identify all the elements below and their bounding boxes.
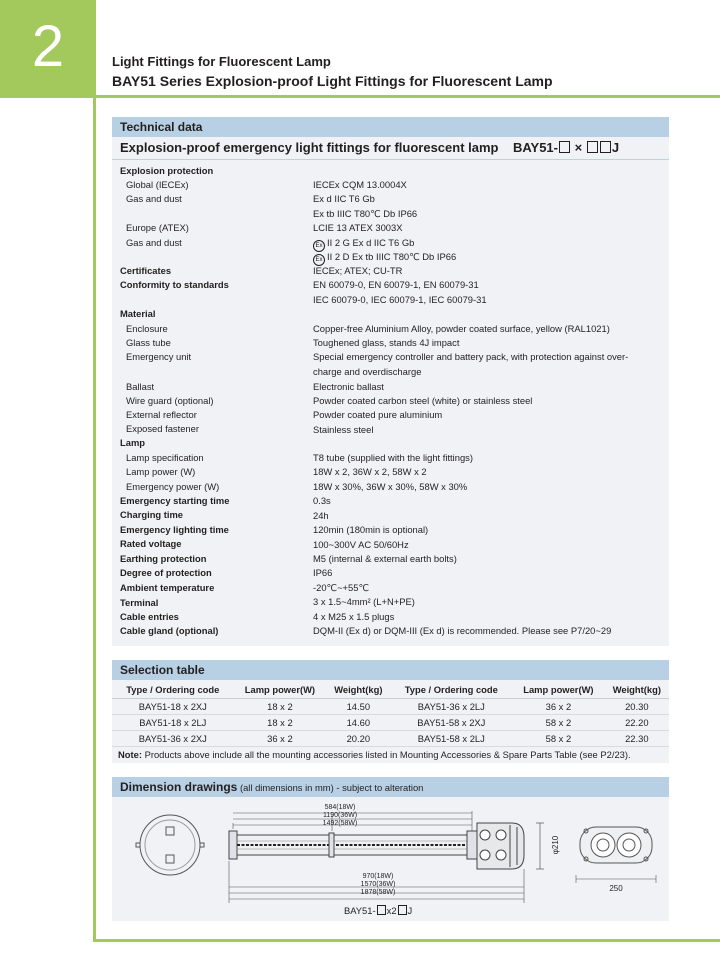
label-glass-tube: Glass tube <box>126 337 171 348</box>
table-cell: BAY51-18 x 2XJ <box>112 699 234 715</box>
value-ballast: Electronic ballast <box>313 381 384 392</box>
end-view-right <box>576 827 656 883</box>
tube-body <box>229 831 477 859</box>
ex-mark-icon: Ex <box>313 240 325 252</box>
value-earthing: M5 (internal & external earth bolts) <box>313 553 457 564</box>
table-cell: 14.60 <box>326 715 390 731</box>
value-exposed-fastener: Stainless steel <box>313 424 374 435</box>
label-wire-guard: Wire guard (optional) <box>126 395 214 406</box>
table-row <box>112 715 669 731</box>
checkbox-box-icon <box>377 905 386 915</box>
label-ballast: Ballast <box>126 381 155 392</box>
label-degree: Degree of protection <box>120 567 212 578</box>
table-cell: BAY51-58 x 2XJ <box>390 715 512 731</box>
section-tab <box>0 0 96 98</box>
value-glass-tube: Toughened glass, stands 4J impact <box>313 337 460 348</box>
column-header: Lamp power(W) <box>234 680 327 699</box>
label-charging-time: Charging time <box>120 509 184 520</box>
table-cell: 58 x 2 <box>512 731 605 747</box>
bottom-rule <box>93 939 720 942</box>
table-cell: 14.50 <box>326 699 390 715</box>
table-row <box>112 731 669 747</box>
model-prefix: BAY51- <box>512 140 558 155</box>
value-enclosure: Copper-free Aluminium Alloy, powder coated surface, yellow (RAL1021) <box>313 323 610 334</box>
ex-mark-icon: Ex <box>313 254 325 266</box>
value-rated-voltage: 100~300V AC 50/60Hz <box>313 539 409 550</box>
label-terminal: Terminal <box>120 597 159 608</box>
label-gas-dust-2: Gas and dust <box>126 237 182 248</box>
value-atex-d: Ex II 2 D Ex tb IIIC T80℃ Db IP66 <box>313 251 456 266</box>
table-header-row <box>112 680 669 699</box>
checkbox-box-icon <box>398 905 407 915</box>
table-cell: 36 x 2 <box>512 699 605 715</box>
dimension-drawings-panel <box>112 777 669 921</box>
value-emergency-unit-1: Special emergency controller and battery pack, with protection against over- <box>313 351 629 362</box>
dimension-drawing <box>112 797 669 921</box>
width-dim-label: 250 <box>609 884 623 893</box>
checkbox-box-icon <box>587 141 598 153</box>
page-subtitle: BAY51 Series Explosion-proof Light Fittings for Fluorescent Lamp <box>112 73 553 89</box>
table-cell: 22.30 <box>605 731 669 747</box>
table-cell: 20.20 <box>326 731 390 747</box>
value-degree: IP66 <box>313 567 333 578</box>
selection-table <box>112 680 669 747</box>
header-rule <box>96 95 720 98</box>
label-emergency-power: Emergency power (W) <box>126 481 220 492</box>
bottom-dim-labels: 970(18W) 1570(36W) 1878(58W) <box>360 873 396 896</box>
dimension-bar: Dimension drawings (all dimensions in mm) - subject to alteration <box>112 777 669 797</box>
label-cable-gland: Cable gland (optional) <box>120 625 219 636</box>
height-dim-line <box>536 823 544 869</box>
value-extb: Ex tb IIIC T80℃ Db IP66 <box>313 208 418 219</box>
value-emergency-starting: 0.3s <box>313 495 331 506</box>
label-emergency-unit: Emergency unit <box>126 351 192 362</box>
table-cell: 18 x 2 <box>234 715 327 731</box>
column-header: Type / Ordering code <box>112 680 234 699</box>
label-enclosure: Enclosure <box>126 323 168 334</box>
technical-heading <box>112 137 669 160</box>
table-cell: BAY51-36 x 2LJ <box>390 699 512 715</box>
label-gas-dust-1: Gas and dust <box>126 193 182 204</box>
page-title: Light Fittings for Fluorescent Lamp <box>112 54 331 69</box>
checkbox-box-icon <box>559 141 570 153</box>
label-emergency-lighting: Emergency lighting time <box>120 524 229 535</box>
value-charging-time: 24h <box>313 510 329 521</box>
label-explosion-protection: Explosion protection <box>120 165 214 176</box>
left-rule <box>93 96 96 942</box>
model-suffix: J <box>611 140 620 155</box>
label-europe: Europe (ATEX) <box>126 222 189 233</box>
value-external-reflector: Powder coated pure aluminium <box>313 409 443 420</box>
selection-table-panel <box>112 660 669 763</box>
label-earthing: Earthing protection <box>120 553 207 564</box>
table-cell: 36 x 2 <box>234 731 327 747</box>
label-conformity: Conformity to standards <box>120 279 229 290</box>
label-certificates: Certificates <box>120 265 172 276</box>
table-cell: BAY51-18 x 2LJ <box>112 715 234 731</box>
value-emergency-power: 18W x 30%, 36W x 30%, 58W x 30% <box>313 481 468 492</box>
selection-table-bar: Selection table <box>112 660 669 680</box>
model-x: × <box>574 140 583 155</box>
label-material: Material <box>120 308 156 319</box>
column-header: Weight(kg) <box>605 680 669 699</box>
column-header: Type / Ordering code <box>390 680 512 699</box>
table-cell: BAY51-36 x 2XJ <box>112 731 234 747</box>
section-number: 2 <box>31 14 65 79</box>
label-ambient: Ambient temperature <box>120 582 215 593</box>
label-emergency-starting: Emergency starting time <box>120 495 230 506</box>
technical-data-panel <box>112 117 669 646</box>
value-conformity-2: IEC 60079-0, IEC 60079-1, IEC 60079-31 <box>313 294 487 305</box>
value-ambient: -20℃~+55℃ <box>313 582 369 593</box>
label-lamp-power: Lamp power (W) <box>126 466 196 477</box>
table-row <box>112 699 669 715</box>
value-cable-gland: DQM-II (Ex d) or DQM-III (Ex d) is recommended. Please see P7/20~29 <box>313 625 612 636</box>
heading-text: Explosion-proof emergency light fittings for fluorescent lamp <box>120 140 499 155</box>
value-emergency-lighting: 120min (180min is optional) <box>313 524 429 535</box>
label-global: Global (IECEx) <box>126 179 189 190</box>
end-view-left <box>136 815 204 875</box>
label-exposed-fastener: Exposed fastener <box>126 423 199 434</box>
value-cable-entries: 4 x M25 x 1.5 plugs <box>313 611 395 622</box>
value-iecex: IECEx CQM 13.0004X <box>313 179 407 190</box>
label-cable-entries: Cable entries <box>120 611 179 622</box>
value-lamp-spec: T8 tube (supplied with the light fittings) <box>313 452 473 463</box>
drawing-caption: BAY51- x2 J <box>344 905 413 916</box>
table-cell: 22.20 <box>605 715 669 731</box>
label-external-reflector: External reflector <box>126 409 197 420</box>
value-lamp-power: 18W x 2, 36W x 2, 58W x 2 <box>313 466 427 477</box>
height-dim-label: φ210 <box>551 835 560 855</box>
label-lamp: Lamp <box>120 437 146 448</box>
selection-note: Note: Products above include all the mounting accessories listed in Mounting Accessories & Spare Parts Table (see P2/23). <box>118 749 631 760</box>
value-atex-g: Ex II 2 G Ex d IIC T6 Gb <box>313 237 414 252</box>
table-cell: 18 x 2 <box>234 699 327 715</box>
value-wire-guard: Powder coated carbon steel (white) or stainless steel <box>313 395 533 406</box>
value-atex: LCIE 13 ATEX 3003X <box>313 222 403 233</box>
table-cell: BAY51-58 x 2LJ <box>390 731 512 747</box>
value-conformity-1: EN 60079-0, EN 60079-1, EN 60079-31 <box>313 279 479 290</box>
label-lamp-spec: Lamp specification <box>126 452 204 463</box>
value-terminal: 3 x 1.5~4mm² (L+N+PE) <box>313 596 415 607</box>
column-header: Lamp power(W) <box>512 680 605 699</box>
top-dim-labels: 584(18W) 1190(36W) 1492(58W) <box>322 804 358 827</box>
value-emergency-unit-2: charge and overdischarge <box>313 366 422 377</box>
table-cell: 58 x 2 <box>512 715 605 731</box>
table-cell: 20.30 <box>605 699 669 715</box>
checkbox-box-icon <box>600 141 611 153</box>
value-exd: Ex d IIC T6 Gb <box>313 193 375 204</box>
value-certificates: IECEx; ATEX; CU-TR <box>313 265 403 276</box>
technical-data-bar: Technical data <box>112 117 669 137</box>
head-unit <box>477 823 524 869</box>
column-header: Weight(kg) <box>326 680 390 699</box>
label-rated-voltage: Rated voltage <box>120 538 182 549</box>
